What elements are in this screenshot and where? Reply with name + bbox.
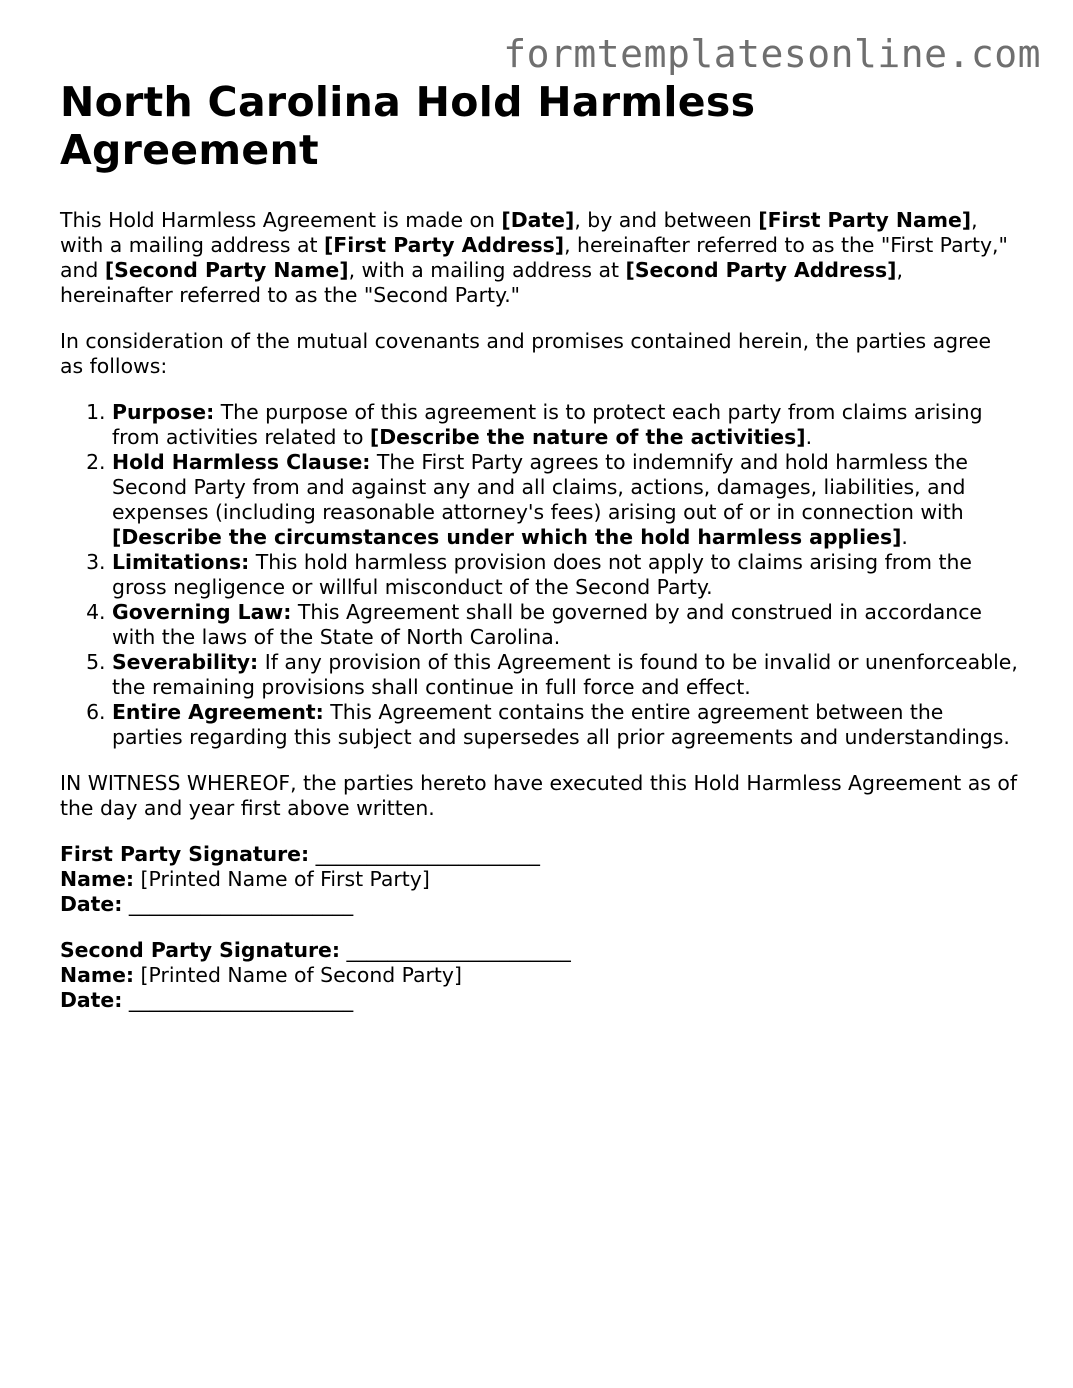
document-title: North Carolina Hold Harmless Agreement [60,78,756,174]
first-party-signature-block [60,842,1020,917]
name-label: Name: [60,963,135,987]
intro-text: , with a mailing address at [60,208,978,257]
clause-text: If any provision of this Agreement is found to be invalid or unenforceable, the remaining provisions shall continue in full force and effect. [112,650,1018,699]
second-party-name-row [60,963,1020,988]
watermark: formtemplatesonline.com [503,32,1041,76]
first-party-name-placeholder: [First Party Name] [758,208,972,232]
intro-text: , hereinafter referred to as the "Second Party." [60,258,903,307]
clauses-list [60,400,1020,750]
intro-text: This Hold Harmless Agreement is made on [60,208,502,232]
date-line: ______________________ [128,892,354,916]
name-label: Name: [60,867,135,891]
first-party-date-row [60,892,1020,917]
clause-governing-law [112,600,1020,650]
clause-text: This hold harmless provision does not apply to claims arising from the gross negligence or willful misconduct of the Second Party. [112,550,972,599]
second-party-signature-row [60,938,1020,963]
printed-name-placeholder: [Printed Name of First Party] [140,867,430,891]
clause-heading: Limitations: [112,550,250,574]
clause-text: This Agreement contains the entire agreement between the parties regarding this subject and supersedes all prior agreements and understandings. [112,700,1010,749]
circumstances-placeholder: [Describe the circumstances under which the hold harmless applies] [112,525,902,549]
clause-text: The First Party agrees to indemnify and hold harmless the Second Party from and against any and all claims, actions, damages, liabilities, and expenses (including reasonable attorney's fees) arising out of or in connection with [112,450,968,524]
first-party-address-placeholder: [First Party Address] [323,233,565,257]
document-body [60,208,1020,1013]
clause-entire-agreement [112,700,1020,750]
first-party-signature-row [60,842,1020,867]
second-party-signature-block [60,938,1020,1013]
date-placeholder: [Date] [501,208,575,232]
clause-heading: Hold Harmless Clause: [112,450,371,474]
clause-end: . [901,525,908,549]
intro-paragraph [60,208,1020,308]
document-page [60,78,1020,1013]
printed-name-placeholder: [Printed Name of Second Party] [140,963,462,987]
date-label: Date: [60,988,123,1012]
clause-hold-harmless [112,450,1020,550]
second-party-date-row [60,988,1020,1013]
signature-line: ______________________ [315,842,540,866]
consideration-paragraph: In consideration of the mutual covenants and promises contained herein, the parties agree as follows: [60,329,992,378]
intro-text: , with a mailing address at [348,258,626,282]
signature-line: ______________________ [346,938,571,962]
second-party-name-placeholder: [Second Party Name] [104,258,349,282]
clause-heading: Governing Law: [112,600,292,624]
second-party-address-placeholder: [Second Party Address] [625,258,897,282]
date-line: ______________________ [128,988,354,1012]
clause-heading: Severability: [112,650,259,674]
date-label: Date: [60,892,123,916]
signature-label: First Party Signature: [60,842,310,866]
intro-text: , by and between [574,208,759,232]
clause-limitations [112,550,1020,600]
witness-paragraph: IN WITNESS WHEREOF, the parties hereto have executed this Hold Harmless Agreement as of the day and year first above written. [60,771,1018,820]
clause-text: This Agreement shall be governed by and construed in accordance with the laws of the State of North Carolina. [112,600,982,649]
clause-purpose [112,400,1020,450]
intro-text: , hereinafter referred to as the "First Party," and [60,233,1008,282]
clause-end: . [805,425,813,449]
signature-label: Second Party Signature: [60,938,341,962]
clause-severability [112,650,1020,700]
clause-heading: Purpose: [112,400,215,424]
clause-text: The purpose of this agreement is to protect each party from claims arising from activities related to [112,400,983,449]
first-party-name-row [60,867,1020,892]
activities-placeholder: [Describe the nature of the activities] [369,425,806,449]
clause-heading: Entire Agreement: [112,700,324,724]
